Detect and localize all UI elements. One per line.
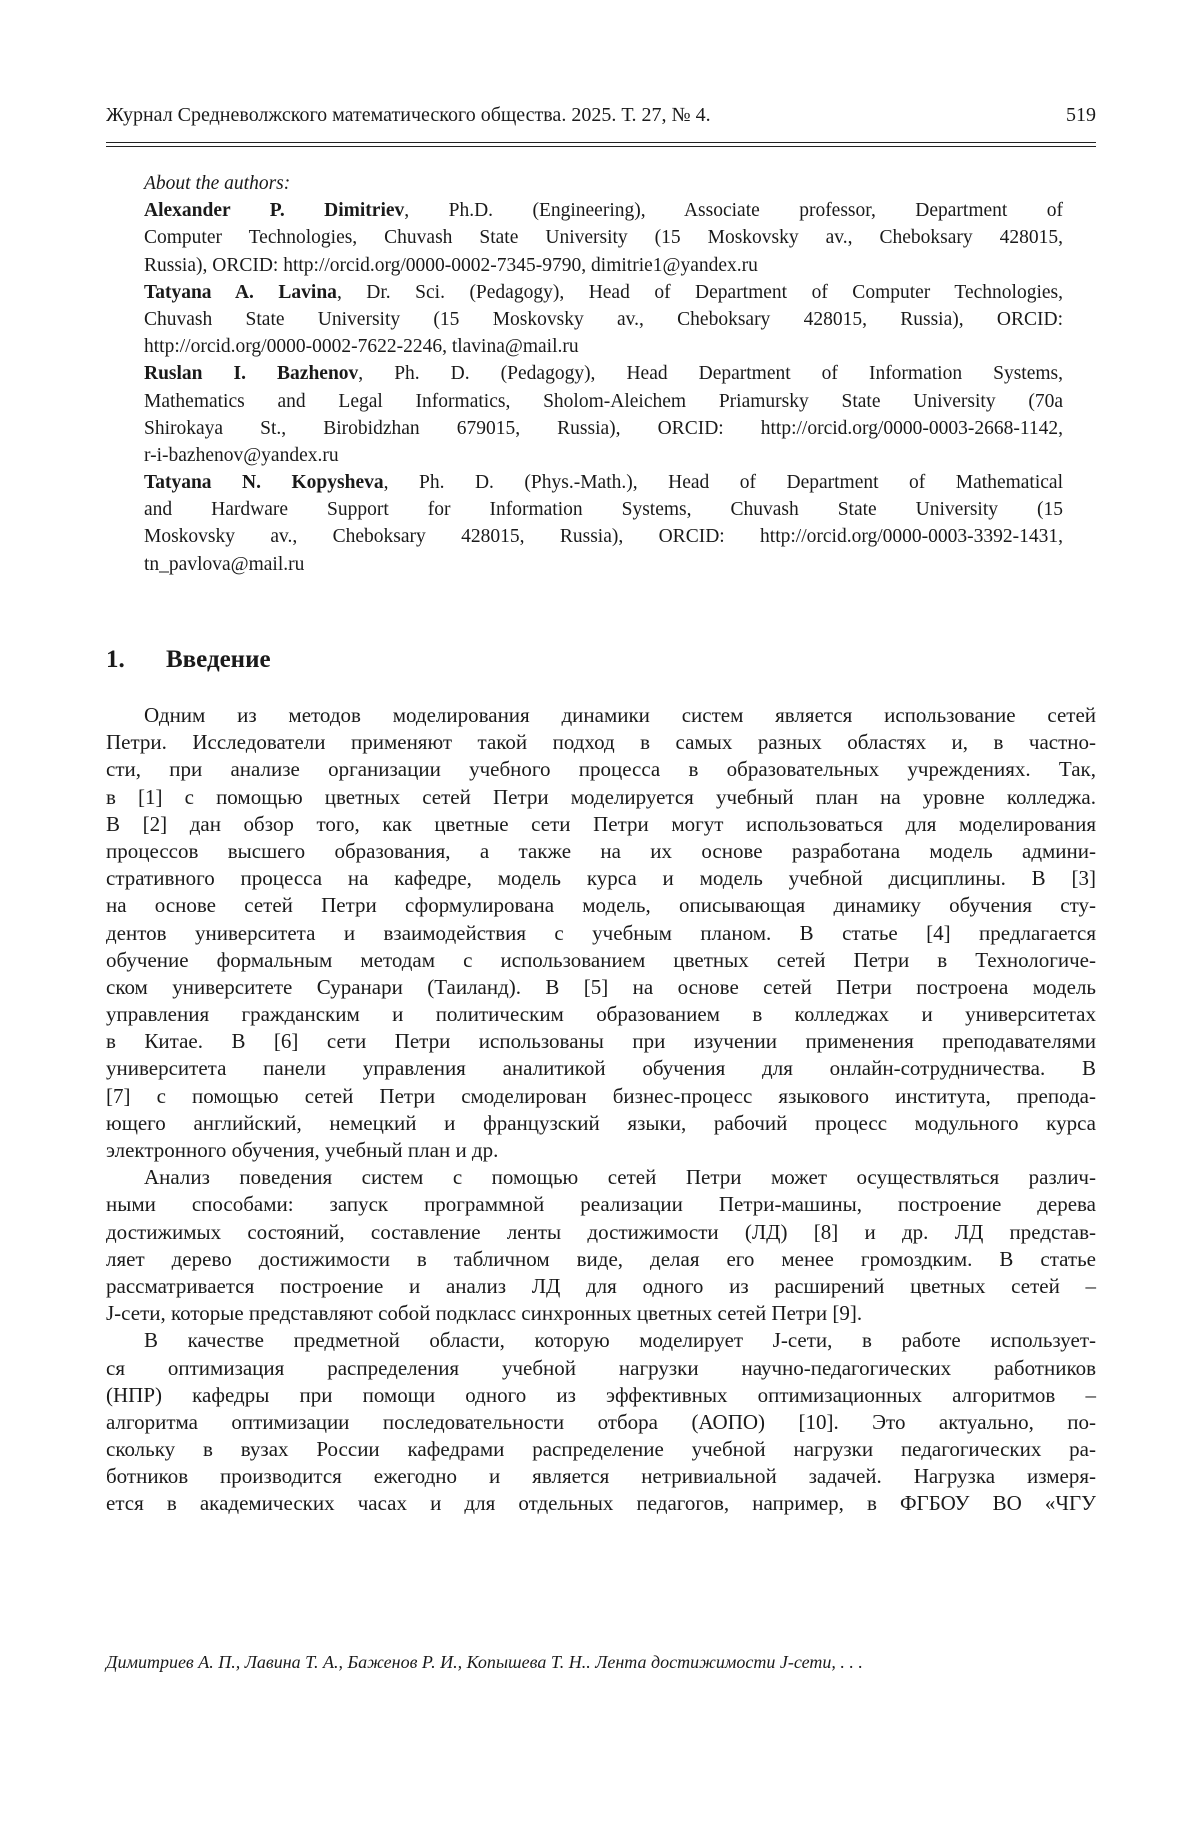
author-bio-line: [144, 415, 1063, 442]
about-the-authors: [144, 170, 1063, 578]
author-bio-line: [144, 469, 1063, 496]
author-bio-line: [144, 496, 1063, 523]
paragraph: [106, 702, 1096, 1164]
section-title: Введение: [166, 646, 271, 673]
text-line: Одним из методов моделирования динамики систем является использование сетей: [144, 703, 1096, 727]
section-heading: [106, 646, 271, 674]
text-line: ными способами: запуск программной реализации Петри-машины, построение дерева: [106, 1192, 1096, 1217]
author-bio-line: [144, 224, 1063, 251]
text-line: [7] с помощью сетей Петри смоделирован бизнес-процесс языкового института, препода-: [106, 1083, 1096, 1108]
text-line: ющего английский, немецкий и французский языки, рабочий процесс модульного курса: [106, 1110, 1096, 1135]
paragraph: [106, 1327, 1096, 1517]
text-line: на основе сетей Петри сформулирована модель, описывающая динамику обучения сту-: [106, 893, 1096, 918]
author-name: Alexander P. Dimitriev: [144, 200, 405, 222]
author-bio-text: http://orcid.org/0000-0002-7622-2246, tlavina@mail.ru: [144, 336, 579, 358]
author-bio-line: [144, 360, 1063, 387]
author-bio-text: r-i-bazhenov@yandex.ru: [144, 444, 339, 466]
author-bio-line: [144, 197, 1063, 224]
text-line: В качестве предметной области, которую моделирует J-сети, в работе использует-: [144, 1328, 1096, 1353]
author-bio-line: [144, 388, 1063, 415]
text-line: достижимых состояний, составление ленты достижимости (ЛД) [8] и др. ЛД представ-: [106, 1219, 1096, 1244]
text-line: в [1] с помощью цветных сетей Петри моделируется учебный план на уровне колледжа.: [106, 784, 1096, 809]
text-line: сти, при анализе организации учебного процесса в образовательных учреждениях. Так,: [106, 757, 1096, 782]
text-line: (НПР) кафедры при помощи одного из эффективных оптимизационных алгоритмов –: [106, 1382, 1096, 1407]
author-name: Ruslan I. Bazhenov: [144, 363, 359, 385]
author-bio-text: , Ph. D. (Phys.-Math.), Head of Department of Mathematical: [383, 472, 1063, 494]
author-name: Tatyana A. Lavina: [144, 281, 337, 303]
text-line: В [2] дан обзор того, как цветные сети Петри могут использоваться для моделирования: [106, 811, 1096, 836]
author-bio-text: and Hardware Support for Information Systems, Chuvash State University (15: [144, 499, 1063, 521]
text-line: ботников производится ежегодно и является нетривиальной задачей. Нагрузка измеря-: [106, 1464, 1096, 1489]
author-bio-text: Russia), ORCID: http://orcid.org/0000-0002-7345-9790, dimitrie1@yandex.ru: [144, 254, 758, 276]
author-bio-text: Shirokaya St., Birobidzhan 679015, Russia), ORCID: http://orcid.org/0000-0003-2668-1142,: [144, 417, 1063, 439]
paragraph: [106, 1164, 1096, 1327]
about-title: About the authors:: [144, 173, 291, 194]
text-line: стративного процесса на кафедре, модель курса и модель учебной дисциплины. В [3]: [106, 866, 1096, 891]
author-bio-line: [144, 252, 1063, 279]
text-line: университета панели управления аналитикой обучения для онлайн-сотрудничества. В: [106, 1056, 1096, 1081]
header-rule: [106, 146, 1096, 147]
text-line: ется в академических часах и для отдельных педагогов, например, в ФГБОУ ВО «ЧГУ: [106, 1491, 1096, 1516]
author-bio-text: Computer Technologies, Chuvash State University (15 Moskovsky av., Cheboksary 428015,: [144, 227, 1063, 249]
header-rule: [106, 142, 1096, 143]
text-line: ском университете Суранари (Таиланд). В [5] на основе сетей Петри построена модель: [106, 974, 1096, 999]
page-number: 519: [1066, 104, 1096, 126]
text-line: обучение формальным методам с использованием цветных сетей Петри в Технологиче-: [106, 947, 1096, 972]
author-bio-text: tn_pavlova@mail.ru: [144, 553, 305, 575]
author-bio-text: , Dr. Sci. (Pedagogy), Head of Department of Computer Technologies,: [336, 281, 1063, 303]
author-bio-text: Chuvash State University (15 Moskovsky av., Cheboksary 428015, Russia), ORCID:: [144, 308, 1063, 330]
author-bio-line: [144, 306, 1063, 333]
text-line: ляет дерево достижимости в табличном виде, делая его менее громоздким. В статье: [106, 1246, 1096, 1271]
running-footer: Димитриев А. П., Лавина Т. А., Баженов Р. И., Копышева Т. Н.. Лента достижимости J-сети, . . .: [106, 1652, 863, 1672]
text-line: скольку в вузах России кафедрами распределение учебной нагрузки педагогических ра-: [106, 1437, 1096, 1462]
text-line: алгоритма оптимизации последовательности отбора (АОПО) [10]. Это актуально, по-: [106, 1409, 1096, 1434]
text-line: Анализ поведения систем с помощью сетей Петри может осуществляться различ-: [144, 1165, 1096, 1190]
author-bio-text: , Ph. D. (Pedagogy), Head Department of Information Systems,: [358, 363, 1063, 385]
section-number: 1.: [106, 646, 125, 673]
author-bio-line: [144, 333, 1063, 360]
body-text: [106, 702, 1096, 1518]
author-name: Tatyana N. Kopysheva: [144, 472, 384, 494]
author-bio-text: , Ph.D. (Engineering), Associate professor, Department of: [404, 200, 1063, 222]
author-bio-line: [144, 523, 1063, 550]
author-bio-text: Moskovsky av., Cheboksary 428015, Russia), ORCID: http://orcid.org/0000-0003-3392-1431,: [144, 526, 1063, 548]
author-bio-line: [144, 551, 1063, 578]
text-line: процессов высшего образования, а также на их основе разработана модель админи-: [106, 838, 1096, 863]
text-line: электронного обучения, учебный план и др.: [106, 1138, 499, 1162]
author-bio-line: [144, 279, 1063, 306]
text-line: рассматривается построение и анализ ЛД для одного из расширений цветных сетей –: [106, 1273, 1096, 1298]
text-line: в Китае. В [6] сети Петри использованы при изучении применения преподавателями: [106, 1029, 1096, 1054]
journal-title: Журнал Средневолжского математического общества. 2025. Т. 27, № 4.: [106, 104, 711, 126]
author-bio-line: [144, 442, 1063, 469]
text-line: Петри. Исследователи применяют такой подход в самых разных областях и, в частно-: [106, 730, 1096, 755]
text-line: ся оптимизация распределения учебной нагрузки научно-педагогических работников: [106, 1355, 1096, 1380]
text-line: управления гражданским и политическим образованием в колледжах и университетах: [106, 1002, 1096, 1027]
author-bio-text: Mathematics and Legal Informatics, Sholom-Aleichem Priamursky State University (70a: [144, 390, 1063, 412]
text-line: J-сети, которые представляют собой подкласс синхронных цветных сетей Петри [9].: [106, 1301, 863, 1326]
text-line: дентов университета и взаимодействия с учебным планом. В статье [4] предлагается: [106, 920, 1096, 945]
running-header: [106, 104, 1096, 127]
